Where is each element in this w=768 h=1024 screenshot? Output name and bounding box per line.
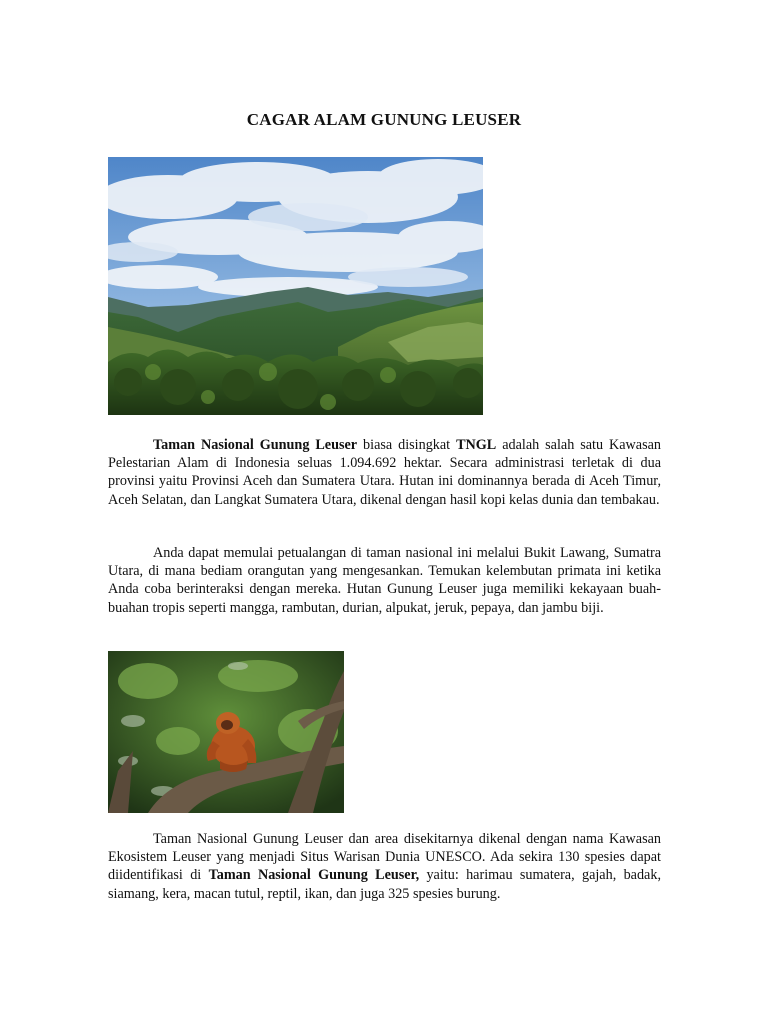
orangutan-photo bbox=[108, 651, 344, 813]
park-name-bold-2: Taman Nasional Gunung Leuser, bbox=[208, 867, 420, 884]
park-abbreviation-bold: TNGL bbox=[456, 437, 497, 453]
paragraph-intro-text-a: biasa disingkat bbox=[357, 437, 457, 453]
mountain-forest-photo bbox=[108, 157, 483, 415]
paragraph-unesco-text-a: Taman Nasional Gunung Leuser dan area disekitarnya dikenal dengan nama Kawasan Ekosistem Leuser yang menjadi Situs Warisan Dunia UNESCO. Ada sekira 130 spesies dapat diidentifikasi di bbox=[108, 831, 661, 884]
paragraph-intro bbox=[108, 436, 661, 509]
paragraph-adventure: Anda dapat memulai petualangan di taman nasional ini melalui Bukit Lawang, Sumatra Utara, di mana bediam orangutan yang mengesankan. Temukan kelembutan primata ini ketika Anda coba berinteraksi dengan mereka. Hutan Gunung Leuser juga memiliki kekayaan buah-buahan tropis seperti mangga, rambutan, durian, alpukat, jeruk, pepaya, dan jambu biji. bbox=[108, 545, 661, 616]
paragraph-unesco-text-b: yaitu: harimau sumatera, gajah, badak, siamang, kera, macan tutul, reptil, ikan, dan juga 325 spesies burung. bbox=[108, 867, 661, 902]
paragraph-intro-text-b: adalah salah satu Kawasan Pelestarian Alam di Indonesia seluas 1.094.692 hektar. Secara administrasi terletak di dua provinsi yaitu Provinsi Aceh dan Sumatera Utara. Hutan ini dominannya berada di Aceh Timur, Aceh Selatan, dan Langkat Sumatera Utara, dikenal dengan hasil kopi kelas dunia dan tembakau. bbox=[108, 437, 661, 508]
paragraph-unesco bbox=[108, 830, 661, 903]
page-title: CAGAR ALAM GUNUNG LEUSER bbox=[246, 110, 522, 129]
park-name-bold: Taman Nasional Gunung Leuser bbox=[153, 437, 358, 453]
